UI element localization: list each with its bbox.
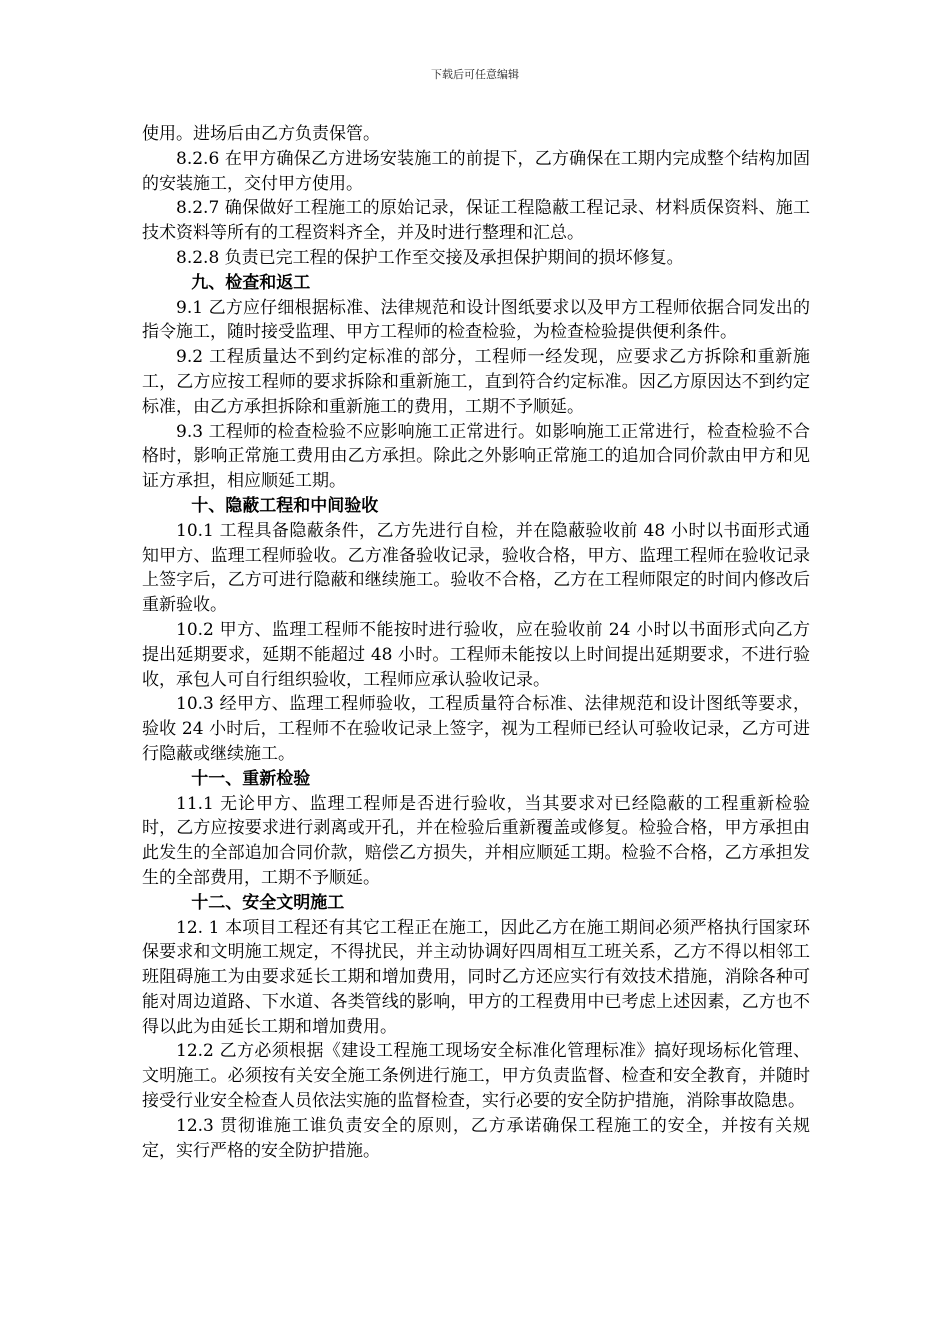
paragraph: 使用。进场后由乙方负责保管。 [142,124,380,144]
paragraph: 12.2 乙方必须根据《建设工程施工现场安全标准化管理标准》搞好现场标化管理、文明施工。必须按有关安全施工条例进行施工，甲方负责监督、检查和安全教育，并随时接受行业安全检查人员依法实施的监督检查，实行必要的安全防护措施，消除事故隐患。 [142,1041,810,1112]
section-heading: 十二、安全文明施工 [191,892,345,913]
section-heading: 十一、重新检验 [191,768,311,789]
paragraph: 12.3 贯彻谁施工谁负责安全的原则，乙方承诺确保工程施工的安全，并按有关规定，实行严格的安全防护措施。 [142,1115,810,1161]
paragraph: 11.1 无论甲方、监理工程师是否进行验收，当其要求对已经隐蔽的工程重新检验时，乙方应按要求进行剥离或开孔，并在检验后重新覆盖或修复。检验合格，甲方承担由此发生的全部追加合同价款，赔偿乙方损失，并相应顺延工期。检验不合格，乙方承担发生的全部费用，工期不予顺延。 [142,793,810,888]
paragraph: 8.2.8 负责已完工程的保护工作至交接及承担保护期间的损坏修复。 [176,247,684,268]
paragraph: 8.2.7 确保做好工程施工的原始记录，保证工程隐蔽工程记录、材料质保资料、施工技术资料等所有的工程资料齐全，并及时进行整理和汇总。 [142,198,810,244]
paragraph: 9.2 工程质量达不到约定标准的部分，工程师一经发现，应要求乙方拆除和重新施工，乙方应按工程师的要求拆除和重新施工，直到符合约定标准。因乙方原因达不到约定标准，由乙方承担拆除和重新施工的费用，工期不予顺延。 [142,347,810,417]
page-header: 下载后可任意编辑 [431,68,519,81]
section-heading: 十、隐蔽工程和中间验收 [191,495,379,516]
paragraph: 9.3 工程师的检查检验不应影响施工正常进行。如影响施工正常进行，检查检验不合格时，影响正常施工费用由乙方承担。除此之外影响正常施工的追加合同价款由甲方和见证方承担，相应顺延工期。 [142,421,810,492]
paragraph: 10.1 工程具备隐蔽条件，乙方先进行自检，并在隐蔽验收前 48 小时以书面形式通知甲方、监理工程师验收。乙方准备验收记录，验收合格，甲方、监理工程师在验收记录上签字后，乙方可进行隐蔽和继续施工。验收不合格，乙方在工程师限定的时间内修改后重新验收。 [142,520,810,616]
paragraph: 10.3 经甲方、监理工程师验收，工程质量符合标准、法律规范和设计图纸等要求，验收 24 小时后，工程师不在验收记录上签字，视为工程师已经认可验收记录，乙方可进行隐蔽或继续施工。 [142,694,810,764]
paragraph: 12. 1 本项目工程还有其它工程正在施工，因此乙方在施工期间必须严格执行国家环保要求和文明施工规定，不得扰民，并主动协调好四周相互工班关系，乙方不得以相邻工班阻碍施工为由要求延长工期和增加费用，同时乙方还应实行有效技术措施，消除各种可能对周边道路、下水道、各类管线的影响，甲方的工程费用中已考虑上述因素，乙方也不得以此为由延长工期和增加费用。 [142,917,810,1037]
document-body [142,122,810,1163]
section-heading: 九、检查和返工 [191,272,311,293]
paragraph: 10.2 甲方、监理工程师不能按时进行验收，应在验收前 24 小时以书面形式向乙方提出延期要求，延期不能超过 48 小时。工程师未能按以上时间提出延期要求，不进行验收，承包人可自行组织验收，工程师应承认验收记录。 [142,619,810,690]
paragraph: 8.2.6 在甲方确保乙方进场安装施工的前提下，乙方确保在工期内完成整个结构加固的安装施工，交付甲方使用。 [142,148,810,194]
paragraph: 9.1 乙方应仔细根据标准、法律规范和设计图纸要求以及甲方工程师依据合同发出的指令施工，随时接受监理、甲方工程师的检查检验，为检查检验提供便利条件。 [142,297,810,343]
